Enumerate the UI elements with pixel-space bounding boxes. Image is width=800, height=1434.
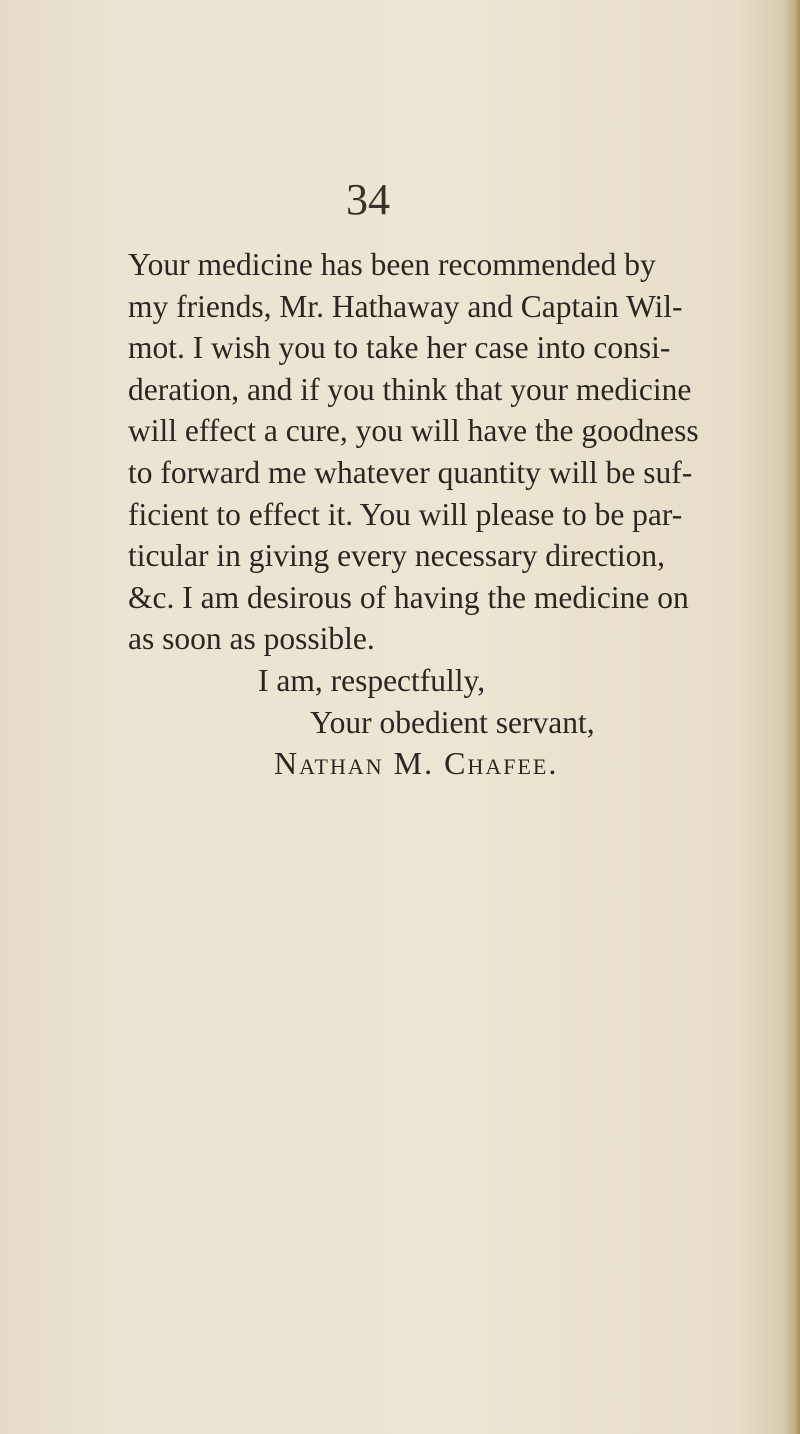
letter-line: my friends, Mr. Hathaway and Captain Wil- [128,288,683,324]
page-edge-shadow [786,0,800,1434]
letter-line: ficient to effect it. You will please to be par- [128,496,683,532]
letter-line: ticular in giving every necessary direction, [128,538,666,574]
letter-line: &c. I am desirous of having the medicine on [128,579,689,615]
letter-line: mot. I wish you to take her case into consi- [128,330,671,366]
letter-line: to forward me whatever quantity will be suf- [128,454,693,490]
letter-line: Your medicine has been recommended by [128,247,656,282]
letter-line: deration, and if you think that your medicine [128,371,692,407]
page-number: 34 [346,175,390,224]
letter-signature: Nathan M. Chafee. [274,745,559,781]
letter-body [128,244,698,660]
letter-valediction: Your obedient servant, [310,705,595,740]
letter-line: will effect a cure, you will have the goodness [128,413,699,449]
letter-line: as soon as possible. [128,621,375,657]
letter-closing: I am, respectfully, [258,663,486,698]
